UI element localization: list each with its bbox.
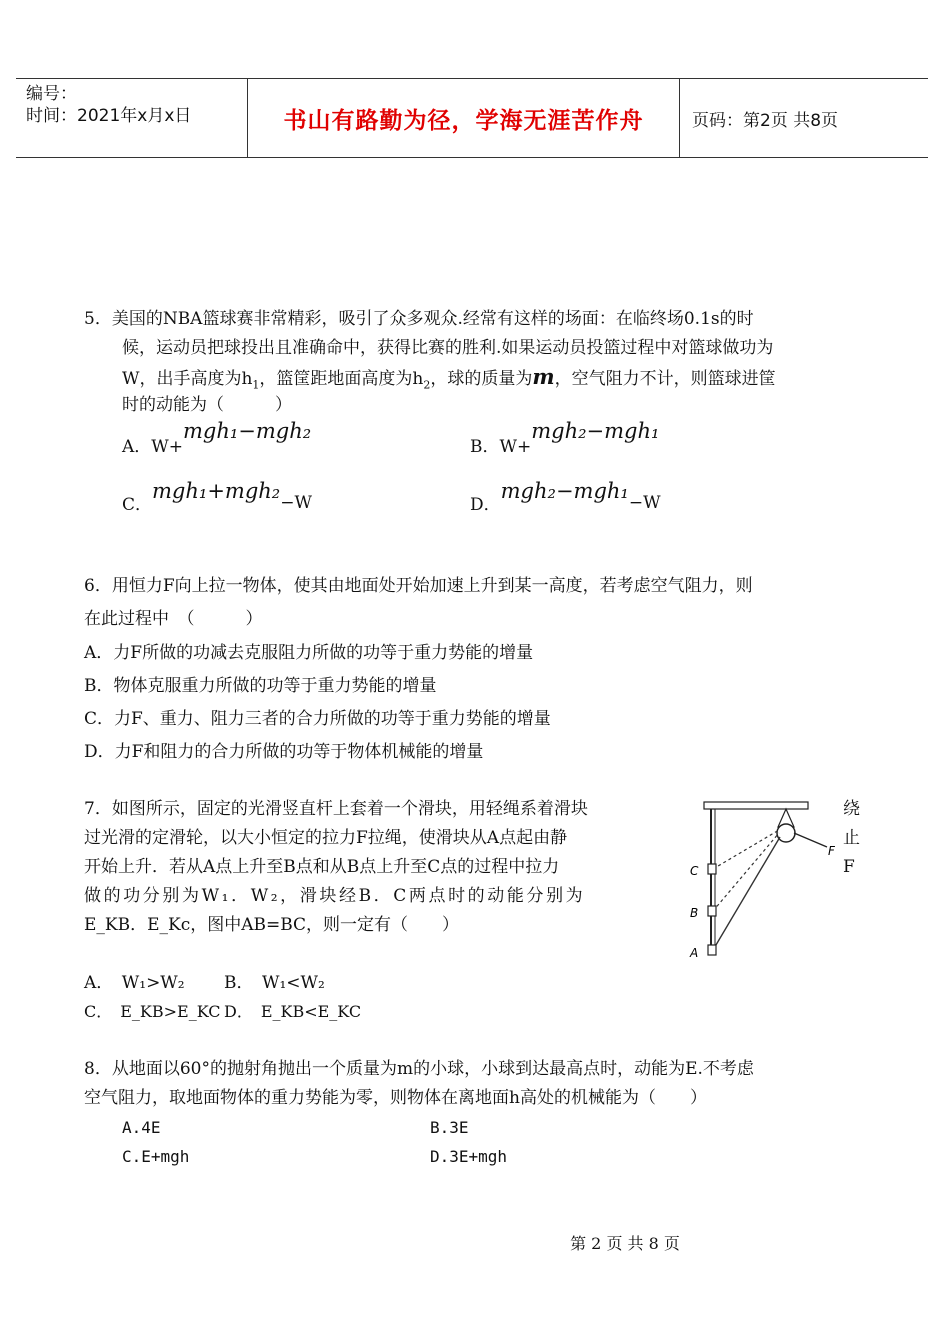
q7-line-1: 7．如图所示，固定的光滑竖直杆上套着一个滑块，用轻绳系着滑块 bbox=[84, 799, 588, 819]
q7-line-2-end: 止 bbox=[843, 828, 860, 848]
time-label: 时间：2021年x月x日 bbox=[26, 106, 192, 126]
pull-rope bbox=[794, 833, 827, 847]
rope-to-a bbox=[713, 837, 780, 950]
q6-option-d: D．力F和阻力的合力所做的功等于物体机械能的增量 bbox=[84, 742, 484, 762]
q7-option-a: A． W₁>W₂ bbox=[84, 973, 185, 993]
q6-line-2: 在此过程中 （ ） bbox=[84, 609, 263, 629]
label-b: B bbox=[690, 906, 699, 920]
q8-option-c: C.E+mgh bbox=[122, 1147, 190, 1166]
q8-option-d: D.3E+mgh bbox=[430, 1147, 508, 1166]
q6-option-c: C．力F、重力、阻力三者的合力所做的功等于重力势能的增量 bbox=[84, 709, 551, 729]
q5-option-a: A．W+mgh₁−mgh₂ bbox=[122, 419, 312, 457]
ceiling-bar bbox=[704, 802, 808, 809]
pulley-figure bbox=[682, 795, 842, 985]
slider-c bbox=[708, 864, 716, 874]
q5-line-4: 时的动能为（ ） bbox=[122, 395, 292, 415]
label-a: A bbox=[690, 946, 699, 960]
rope-to-b bbox=[713, 833, 779, 911]
q8-option-b: B.3E bbox=[430, 1118, 469, 1137]
slider-a bbox=[708, 945, 716, 955]
page-footer: 第 2 页 共 8 页 bbox=[570, 1234, 680, 1253]
q5-line-2: 候，运动员把球投出且准确命中，获得比赛的胜利.如果运动员投篮过程中对篮球做功为 bbox=[122, 338, 774, 358]
pulley-wheel bbox=[777, 824, 795, 842]
q6-option-a: A．力F所做的功减去克服阻力所做的功等于重力势能的增量 bbox=[84, 643, 534, 663]
header-table bbox=[16, 78, 928, 158]
q7-line-3: 开始上升．若从A点上升至B点和从B点上升至C点的过程中拉力 bbox=[84, 857, 560, 877]
q6-line-1: 6．用恒力F向上拉一物体，使其由地面处开始加速上升到某一高度，若考虑空气阻力，则 bbox=[84, 576, 753, 596]
label-f: F bbox=[828, 844, 835, 858]
q7-option-b: B． W₁<W₂ bbox=[224, 973, 325, 993]
q5-line-3: W，出手高度为$h_1$，篮筐距地面高度为$h_2$，球的质量为m，空气阻力不计，则篮球进筐 bbox=[122, 364, 776, 392]
q7-line-2: 过光滑的定滑轮，以大小恒定的拉力F拉绳，使滑块从A点起由静 bbox=[84, 828, 568, 848]
q7-line-3-end: F bbox=[843, 857, 855, 877]
q5-line-1: 5．美国的NBA篮球赛非常精彩，吸引了众多观众.经常有这样的场面：在临终场0.1s的时 bbox=[84, 309, 754, 329]
q8-option-a: A.4E bbox=[122, 1118, 161, 1137]
page-info: 页码：第2页 共8页 bbox=[692, 110, 839, 131]
header-left-cell bbox=[16, 79, 248, 157]
label-c: C bbox=[690, 864, 699, 878]
q6-option-b: B．物体克服重力所做的功等于重力势能的增量 bbox=[84, 676, 437, 696]
number-label: 编号： bbox=[26, 84, 77, 104]
q5-option-b: B．W+mgh₂−mgh₁ bbox=[470, 419, 660, 457]
q5-option-d: D．mgh₂−mgh₁−W bbox=[470, 479, 661, 515]
q8-line-2: 空气阻力，取地面物体的重力势能为零，则物体在离地面h高处的机械能为（ ） bbox=[84, 1088, 707, 1108]
q5-option-c: C．mgh₁+mgh₂−W bbox=[122, 479, 312, 515]
q8-line-1: 8．从地面以60°的抛射角抛出一个质量为m的小球，小球到达最高点时，动能为E.不考虑 bbox=[84, 1059, 754, 1079]
q7-line-1-end: 绕 bbox=[843, 799, 860, 819]
q7-line-4: 做的功分别为W₁．W₂，滑块经B．C两点时的动能分别为 bbox=[84, 886, 586, 906]
mass-symbol: m bbox=[532, 364, 555, 389]
q7-option-d: D． E_KB<E_KC bbox=[224, 1002, 362, 1021]
slider-b bbox=[708, 906, 716, 916]
motto: 书山有路勤为径，学海无涯苦作舟 bbox=[248, 79, 680, 157]
rope-to-c bbox=[713, 830, 779, 869]
q7-option-c: C． E_KB>E_KC bbox=[84, 1002, 221, 1021]
q7-line-5: E_KB．E_Kc，图中AB=BC，则一定有（ ） bbox=[84, 915, 460, 935]
